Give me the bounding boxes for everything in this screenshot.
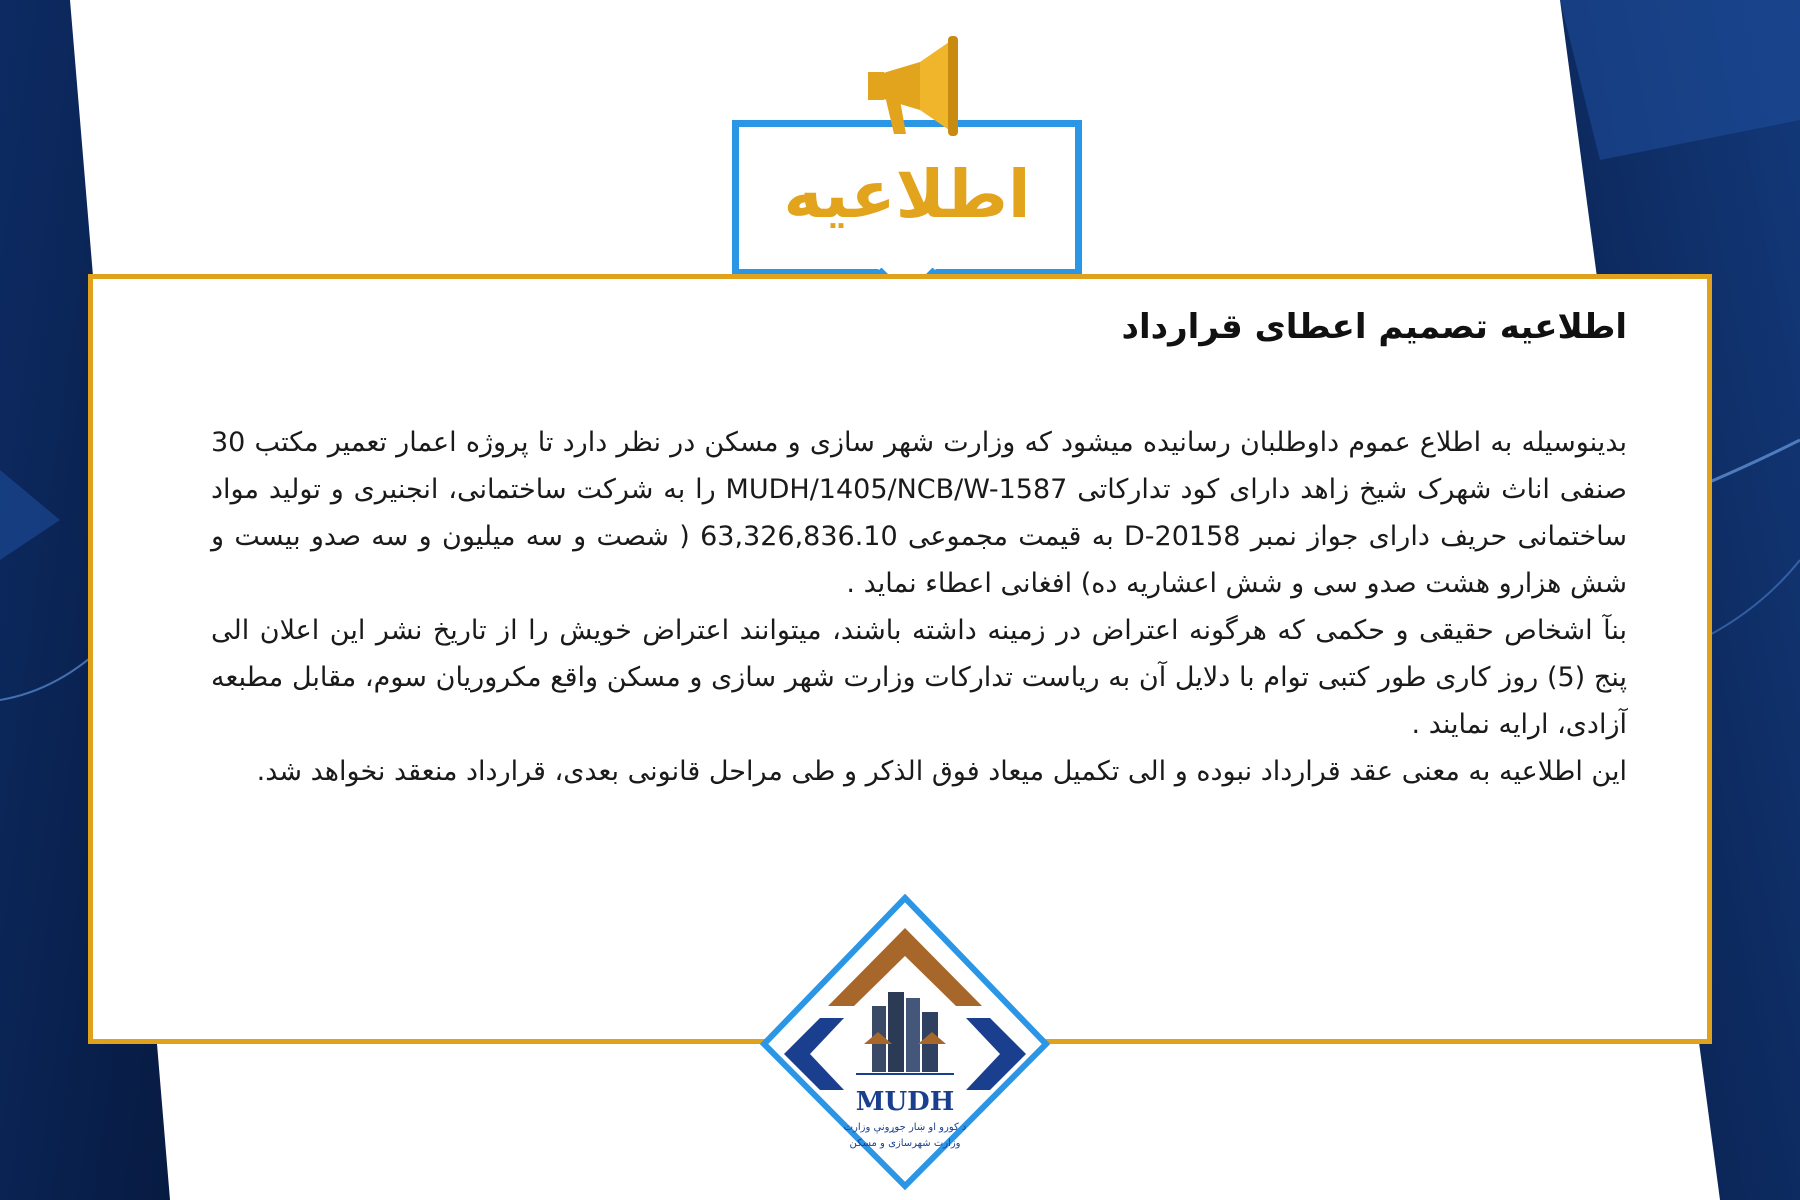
megaphone-icon [860,22,970,142]
header-badge [732,120,1082,276]
notice-body [211,419,1627,795]
notice-title: اطلاعیه تصمیم اعطای قرارداد [1121,307,1627,347]
paragraph-objection: بنآ اشخاص حقیقی و حکمی که هرگونه اعتراض در زمینه داشته باشند، میتوانند اعتراض خویش را از تاریخ نشر این اعلان الی پنج (5) روز کاری طور کتبی توام با دلایل آن به ریاست تدارکات وزارت شهر سازی و مسکن واقع مکروریان سوم، مقابل مطبعه آزادی، ارایه نمایند . [211,615,1627,740]
paragraph-disclaimer: این اطلاعیه به معنی عقد قرارداد نبوده و الی تکمیل میعاد فوق الذکر و طی مراحل قانونی بعدی، قرارداد منعقد نخواهد شد. [256,756,1627,787]
paragraph-award: بدینوسیله به اطلاع عموم داوطلبان رسانیده میشود که وزارت شهر سازی و مسکن در نظر دارد تا پروژه اعمار تعمیر مکتب 30 صنفی اناث شهرک شیخ زاهد دارای کود تدارکاتی MUDH/1405/NCB/W-1587 را به شرکت ساختمانی، انجنیری و تولید مواد ساختمانی حریف دارای جواز نمبر D-20158 به قیمت مجموعی 63,326,836.10 ( شصت و سه میلیون و سه صدو بیست و شش هزارو هشت صدو سی و شش اعشاریه ده) افغانی اعطاء نماید . [211,427,1628,599]
logo-subtitle-pashto: د کورو او ښار جوړونې وزارت [843,1122,967,1133]
badge-title: اطلاعیه [783,156,1031,233]
logo-acronym: MUDH [855,1087,955,1117]
ministry-logo [760,894,1050,1190]
logo-subtitle-dari: وزارت شهرسازی و مسکن [849,1138,961,1149]
